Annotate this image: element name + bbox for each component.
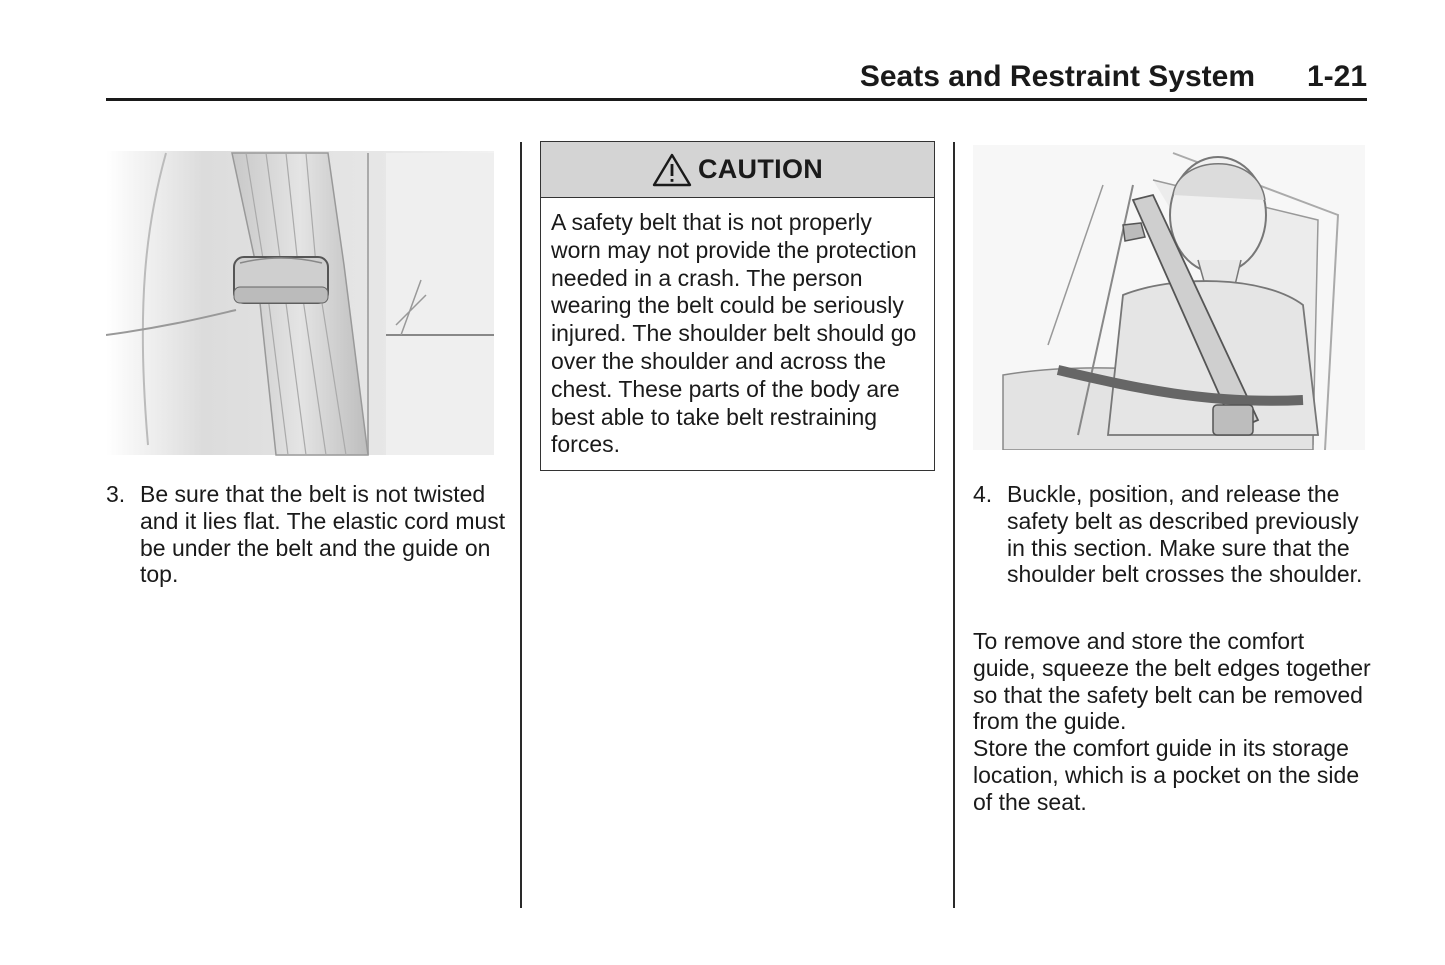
paragraph-remove-guide: To remove and store the comfort guide, squeeze the belt edges together so that the safety belt can be removed from the guide. — [973, 628, 1371, 735]
step-text: Buckle, position, and release the safety belt as described previously in this section. Make sure that the shoulder belt crosses the shoulder. — [1007, 481, 1363, 588]
step-text: Be sure that the belt is not twisted and it lies flat. The elastic cord must be under the belt and the guide on top. — [140, 481, 506, 588]
page-header — [106, 58, 1367, 101]
column-divider-left — [520, 142, 522, 908]
step-number: 4. — [973, 481, 993, 507]
caution-text: A safety belt that is not properly worn may not provide the protection needed in a crash. The person wearing the belt could be seriously injured. The shoulder belt should go over the shoulder and across the chest. These parts of the body are best able to take belt restraining forces. — [551, 209, 917, 458]
paragraph-store-guide: Store the comfort guide in its storage location, which is a pocket on the side of the seat. — [973, 735, 1360, 815]
caution-header — [541, 142, 934, 198]
caution-label: CAUTION — [697, 154, 824, 184]
child-wearing-seat-belt-illustration — [973, 145, 1365, 450]
seat-belt-comfort-guide-illustration — [106, 145, 494, 460]
step-4 — [973, 481, 1373, 588]
column-divider-right — [953, 142, 955, 908]
section-title: Seats and Restraint System — [859, 60, 1255, 93]
page-number: 1-21 — [1306, 60, 1367, 93]
step-number: 3. — [106, 481, 126, 507]
warning-triangle-icon — [652, 153, 692, 187]
caution-box — [540, 141, 935, 471]
step-3 — [106, 481, 516, 588]
